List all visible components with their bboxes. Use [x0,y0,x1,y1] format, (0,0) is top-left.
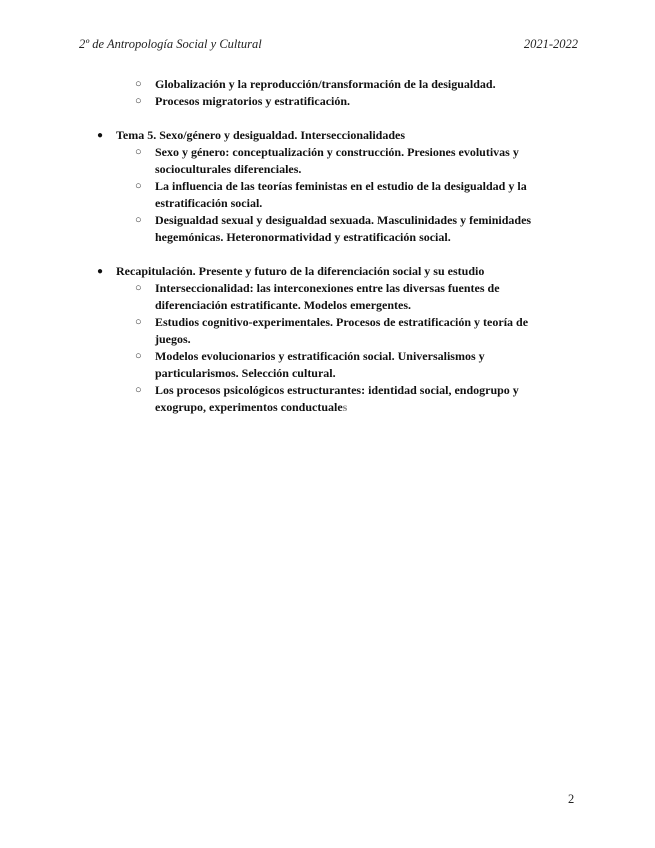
hollow-circle-bullet-icon: ○ [135,146,142,158]
hollow-circle-bullet-icon: ○ [135,78,142,90]
list-item-text: Modelos evolucionarios y estratificación social. Universalismos y particularismos. Selección cultural. [155,349,485,380]
filled-circle-bullet-icon: ● [97,266,104,277]
list-item [0,314,655,348]
hollow-circle-bullet-icon: ○ [135,95,142,107]
academic-year: 2021-2022 [523,37,578,51]
page-number: 2 [568,792,575,806]
section-title [0,263,655,280]
list-item-text: Los procesos psicológicos estructurantes: identidad social, endogrupo y exogrupo, experimentos conductuale [155,383,519,414]
list-item [0,76,655,93]
hollow-circle-bullet-icon: ○ [135,214,142,226]
section-title-text: Recapitulación. Presente y futuro de la diferenciación social y su estudio [116,264,485,278]
hollow-circle-bullet-icon: ○ [135,350,142,362]
page-header [79,37,578,53]
list-item [0,144,655,178]
list-item-text: Estudios cognitivo-experimentales. Procesos de estratificación y teoría de juegos. [155,315,529,346]
hollow-circle-bullet-icon: ○ [135,282,142,294]
section-sublist [0,144,655,246]
list-item-text: Procesos migratorios y estratificación. [155,94,351,108]
list-item [0,212,655,246]
syllabus-content [0,76,655,416]
list-item [0,178,655,212]
section-recapitulacion [0,263,655,416]
list-item-text: Globalización y la reproducción/transformación de la desigualdad. [155,77,496,91]
section-title-text: Tema 5. Sexo/género y desigualdad. Interseccionalidades [116,128,406,142]
list-item [0,280,655,314]
intro-sublist [0,76,655,110]
list-item [0,382,655,416]
list-item [0,93,655,110]
hollow-circle-bullet-icon: ○ [135,180,142,192]
section-sublist [0,280,655,416]
filled-circle-bullet-icon: ● [97,130,104,141]
list-item-text: La influencia de las teorías feministas en el estudio de la desigualdad y la estratificación social. [155,179,527,210]
list-item-text: Sexo y género: conceptualización y construcción. Presiones evolutivas y socioculturales diferenciales. [155,145,519,176]
list-item-text-tail: s [342,400,348,414]
section-title [0,127,655,144]
list-item [0,348,655,382]
list-item-text: Interseccionalidad: las interconexiones entre las diversas fuentes de diferenciación estratificante. Modelos emergentes. [155,281,500,312]
hollow-circle-bullet-icon: ○ [135,384,142,396]
list-item-text: Desigualdad sexual y desigualdad sexuada. Masculinidades y feminidades hegemónicas. Heteronormatividad y estratificación social. [155,213,532,244]
hollow-circle-bullet-icon: ○ [135,316,142,328]
section-tema-5 [0,127,655,246]
course-title: 2º de Antropología Social y Cultural [79,37,262,51]
